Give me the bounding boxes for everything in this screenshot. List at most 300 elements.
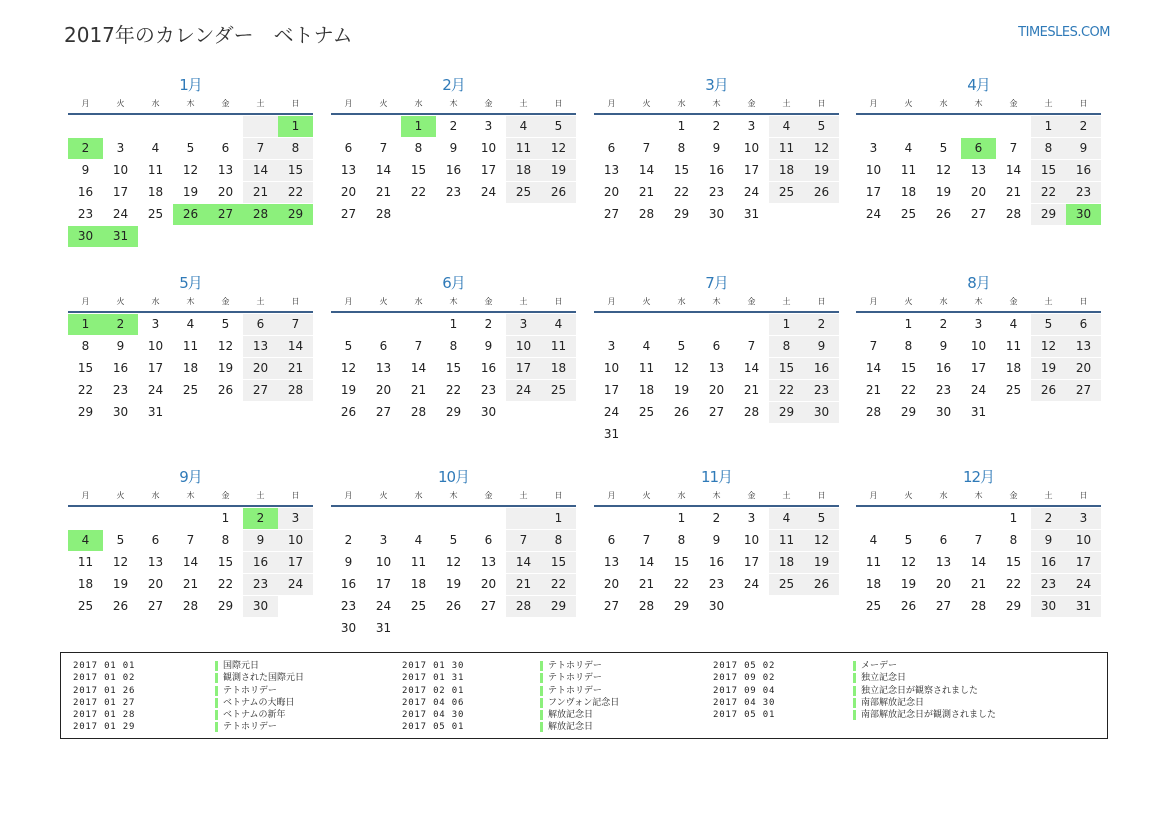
day-cell[interactable]: 13 [970, 163, 987, 177]
holiday-day-cell[interactable]: 4 [68, 530, 103, 551]
day-cell[interactable]: 8 [278, 138, 313, 159]
day-cell[interactable]: 5 [677, 339, 686, 353]
day-cell[interactable]: 29 [217, 599, 234, 613]
day-cell[interactable]: 18 [410, 577, 427, 591]
day-cell[interactable]: 10 [970, 339, 987, 353]
day-cell[interactable]: 18 [506, 160, 541, 181]
day-cell[interactable]: 11 [769, 530, 804, 551]
day-cell[interactable]: 27 [480, 599, 497, 613]
day-cell[interactable]: 18 [182, 361, 199, 375]
day-cell[interactable]: 4 [769, 508, 804, 529]
day-cell[interactable]: 25 [865, 599, 882, 613]
day-cell[interactable]: 21 [743, 383, 760, 397]
day-cell[interactable]: 20 [340, 185, 357, 199]
holiday-day-cell[interactable]: 30 [68, 226, 103, 247]
day-cell[interactable]: 12 [445, 555, 462, 569]
day-cell[interactable]: 11 [182, 339, 199, 353]
day-cell[interactable]: 18 [541, 358, 576, 379]
day-cell[interactable]: 21 [375, 185, 392, 199]
day-cell[interactable]: 23 [708, 185, 725, 199]
day-cell[interactable]: 1 [677, 119, 686, 133]
day-cell[interactable]: 3 [278, 508, 313, 529]
day-cell[interactable]: 14 [182, 555, 199, 569]
day-cell[interactable]: 11 [147, 163, 164, 177]
day-cell[interactable]: 15 [217, 555, 234, 569]
day-cell[interactable]: 13 [375, 361, 392, 375]
day-cell[interactable]: 27 [708, 405, 725, 419]
day-cell[interactable]: 17 [147, 361, 164, 375]
day-cell[interactable]: 25 [182, 383, 199, 397]
day-cell[interactable]: 9 [484, 339, 493, 353]
day-cell[interactable]: 2 [1066, 116, 1101, 137]
day-cell[interactable]: 8 [1009, 533, 1018, 547]
day-cell[interactable]: 25 [77, 599, 94, 613]
day-cell[interactable]: 23 [935, 383, 952, 397]
day-cell[interactable]: 12 [541, 138, 576, 159]
holiday-day-cell[interactable]: 27 [208, 204, 243, 225]
day-cell[interactable]: 3 [506, 314, 541, 335]
day-cell[interactable]: 14 [278, 336, 313, 357]
day-cell[interactable]: 26 [217, 383, 234, 397]
day-cell[interactable]: 27 [935, 599, 952, 613]
day-cell[interactable]: 17 [743, 163, 760, 177]
day-cell[interactable]: 4 [1009, 317, 1018, 331]
day-cell[interactable]: 26 [673, 405, 690, 419]
day-cell[interactable]: 8 [221, 533, 230, 547]
day-cell[interactable]: 22 [1005, 577, 1022, 591]
day-cell[interactable]: 8 [769, 336, 804, 357]
day-cell[interactable]: 9 [449, 141, 458, 155]
day-cell[interactable]: 30 [340, 621, 357, 635]
day-cell[interactable]: 1 [1009, 511, 1018, 525]
day-cell[interactable]: 16 [804, 358, 839, 379]
day-cell[interactable]: 25 [1005, 383, 1022, 397]
day-cell[interactable]: 19 [1031, 358, 1066, 379]
day-cell[interactable]: 1 [1031, 116, 1066, 137]
day-cell[interactable]: 16 [445, 163, 462, 177]
day-cell[interactable]: 17 [865, 185, 882, 199]
day-cell[interactable]: 19 [935, 185, 952, 199]
day-cell[interactable]: 11 [638, 361, 655, 375]
day-cell[interactable]: 14 [865, 361, 882, 375]
day-cell[interactable]: 21 [865, 383, 882, 397]
day-cell[interactable]: 14 [410, 361, 427, 375]
day-cell[interactable]: 28 [865, 405, 882, 419]
day-cell[interactable]: 21 [278, 358, 313, 379]
day-cell[interactable]: 31 [970, 405, 987, 419]
holiday-day-cell[interactable]: 1 [278, 116, 313, 137]
holiday-day-cell[interactable]: 30 [1066, 204, 1101, 225]
holiday-day-cell[interactable]: 2 [68, 138, 103, 159]
day-cell[interactable]: 3 [747, 511, 756, 525]
day-cell[interactable]: 7 [506, 530, 541, 551]
day-cell[interactable]: 6 [151, 533, 160, 547]
day-cell[interactable]: 7 [379, 141, 388, 155]
day-cell[interactable]: 28 [638, 599, 655, 613]
day-cell[interactable]: 21 [970, 577, 987, 591]
day-cell[interactable]: 2 [804, 314, 839, 335]
day-cell[interactable]: 17 [375, 577, 392, 591]
day-cell[interactable]: 24 [278, 574, 313, 595]
day-cell[interactable]: 19 [900, 577, 917, 591]
day-cell[interactable]: 14 [375, 163, 392, 177]
day-cell[interactable]: 30 [243, 596, 278, 617]
day-cell[interactable]: 1 [541, 508, 576, 529]
day-cell[interactable]: 15 [278, 160, 313, 181]
day-cell[interactable]: 1 [221, 511, 230, 525]
day-cell[interactable]: 6 [607, 533, 616, 547]
day-cell[interactable]: 3 [1066, 508, 1101, 529]
day-cell[interactable]: 16 [112, 361, 129, 375]
day-cell[interactable]: 30 [935, 405, 952, 419]
day-cell[interactable]: 7 [642, 533, 651, 547]
day-cell[interactable]: 19 [804, 160, 839, 181]
day-cell[interactable]: 4 [904, 141, 913, 155]
day-cell[interactable]: 15 [1031, 160, 1066, 181]
day-cell[interactable]: 25 [769, 574, 804, 595]
day-cell[interactable]: 18 [769, 160, 804, 181]
day-cell[interactable]: 26 [112, 599, 129, 613]
day-cell[interactable]: 10 [112, 163, 129, 177]
day-cell[interactable]: 28 [375, 207, 392, 221]
day-cell[interactable]: 9 [81, 163, 90, 177]
day-cell[interactable]: 26 [541, 182, 576, 203]
day-cell[interactable]: 7 [278, 314, 313, 335]
day-cell[interactable]: 2 [712, 119, 721, 133]
day-cell[interactable]: 31 [147, 405, 164, 419]
day-cell[interactable]: 8 [677, 533, 686, 547]
day-cell[interactable]: 17 [480, 163, 497, 177]
day-cell[interactable]: 8 [81, 339, 90, 353]
holiday-day-cell[interactable]: 28 [243, 204, 278, 225]
day-cell[interactable]: 15 [900, 361, 917, 375]
day-cell[interactable]: 16 [77, 185, 94, 199]
day-cell[interactable]: 24 [147, 383, 164, 397]
day-cell[interactable]: 14 [638, 555, 655, 569]
day-cell[interactable]: 16 [1031, 552, 1066, 573]
day-cell[interactable]: 21 [638, 185, 655, 199]
day-cell[interactable]: 14 [743, 361, 760, 375]
day-cell[interactable]: 1 [769, 314, 804, 335]
day-cell[interactable]: 23 [445, 185, 462, 199]
day-cell[interactable]: 23 [340, 599, 357, 613]
day-cell[interactable]: 15 [769, 358, 804, 379]
day-cell[interactable]: 12 [217, 339, 234, 353]
day-cell[interactable]: 6 [379, 339, 388, 353]
day-cell[interactable]: 9 [1031, 530, 1066, 551]
day-cell[interactable]: 16 [935, 361, 952, 375]
day-cell[interactable]: 29 [541, 596, 576, 617]
day-cell[interactable]: 23 [480, 383, 497, 397]
day-cell[interactable]: 6 [484, 533, 493, 547]
day-cell[interactable]: 5 [939, 141, 948, 155]
day-cell[interactable]: 22 [445, 383, 462, 397]
day-cell[interactable]: 22 [769, 380, 804, 401]
day-cell[interactable]: 8 [677, 141, 686, 155]
day-cell[interactable]: 24 [603, 405, 620, 419]
day-cell[interactable]: 21 [243, 182, 278, 203]
day-cell[interactable]: 26 [935, 207, 952, 221]
day-cell[interactable]: 14 [506, 552, 541, 573]
day-cell[interactable]: 10 [743, 533, 760, 547]
day-cell[interactable]: 14 [638, 163, 655, 177]
day-cell[interactable]: 29 [1031, 204, 1066, 225]
day-cell[interactable]: 7 [414, 339, 423, 353]
day-cell[interactable]: 3 [151, 317, 160, 331]
day-cell[interactable]: 11 [410, 555, 427, 569]
day-cell[interactable]: 10 [147, 339, 164, 353]
day-cell[interactable]: 13 [603, 163, 620, 177]
day-cell[interactable]: 8 [904, 339, 913, 353]
day-cell[interactable]: 10 [1066, 530, 1101, 551]
day-cell[interactable]: 14 [1005, 163, 1022, 177]
day-cell[interactable]: 27 [970, 207, 987, 221]
day-cell[interactable]: 14 [970, 555, 987, 569]
day-cell[interactable]: 11 [900, 163, 917, 177]
day-cell[interactable]: 2 [344, 533, 353, 547]
day-cell[interactable]: 23 [112, 383, 129, 397]
day-cell[interactable]: 2 [712, 511, 721, 525]
day-cell[interactable]: 22 [410, 185, 427, 199]
day-cell[interactable]: 8 [414, 141, 423, 155]
day-cell[interactable]: 27 [1066, 380, 1101, 401]
day-cell[interactable]: 22 [541, 574, 576, 595]
day-cell[interactable]: 11 [865, 555, 882, 569]
day-cell[interactable]: 24 [743, 185, 760, 199]
day-cell[interactable]: 6 [1066, 314, 1101, 335]
day-cell[interactable]: 26 [900, 599, 917, 613]
day-cell[interactable]: 25 [147, 207, 164, 221]
day-cell[interactable]: 5 [449, 533, 458, 547]
day-cell[interactable]: 20 [243, 358, 278, 379]
day-cell[interactable]: 13 [603, 555, 620, 569]
day-cell[interactable]: 5 [904, 533, 913, 547]
day-cell[interactable]: 24 [506, 380, 541, 401]
day-cell[interactable]: 18 [900, 185, 917, 199]
day-cell[interactable]: 12 [1031, 336, 1066, 357]
day-cell[interactable]: 25 [900, 207, 917, 221]
day-cell[interactable]: 24 [375, 599, 392, 613]
day-cell[interactable]: 26 [804, 574, 839, 595]
day-cell[interactable]: 9 [116, 339, 125, 353]
day-cell[interactable]: 12 [804, 530, 839, 551]
day-cell[interactable]: 10 [506, 336, 541, 357]
day-cell[interactable]: 17 [278, 552, 313, 573]
day-cell[interactable]: 13 [217, 163, 234, 177]
day-cell[interactable]: 5 [344, 339, 353, 353]
holiday-day-cell[interactable]: 1 [68, 314, 103, 335]
day-cell[interactable]: 23 [1066, 182, 1101, 203]
day-cell[interactable]: 11 [77, 555, 94, 569]
day-cell[interactable]: 28 [970, 599, 987, 613]
day-cell[interactable]: 22 [1031, 182, 1066, 203]
day-cell[interactable]: 11 [769, 138, 804, 159]
day-cell[interactable]: 3 [607, 339, 616, 353]
day-cell[interactable]: 13 [147, 555, 164, 569]
day-cell[interactable]: 19 [673, 383, 690, 397]
day-cell[interactable]: 1 [677, 511, 686, 525]
day-cell[interactable]: 12 [804, 138, 839, 159]
day-cell[interactable]: 24 [865, 207, 882, 221]
day-cell[interactable]: 16 [243, 552, 278, 573]
day-cell[interactable]: 10 [480, 141, 497, 155]
day-cell[interactable]: 23 [804, 380, 839, 401]
day-cell[interactable]: 11 [506, 138, 541, 159]
day-cell[interactable]: 6 [607, 141, 616, 155]
day-cell[interactable]: 24 [970, 383, 987, 397]
day-cell[interactable]: 13 [1066, 336, 1101, 357]
day-cell[interactable]: 16 [340, 577, 357, 591]
day-cell[interactable]: 4 [541, 314, 576, 335]
day-cell[interactable]: 4 [414, 533, 423, 547]
day-cell[interactable]: 31 [603, 427, 620, 441]
day-cell[interactable]: 29 [900, 405, 917, 419]
day-cell[interactable]: 6 [939, 533, 948, 547]
day-cell[interactable]: 26 [340, 405, 357, 419]
day-cell[interactable]: 2 [484, 317, 493, 331]
day-cell[interactable]: 23 [243, 574, 278, 595]
holiday-day-cell[interactable]: 29 [278, 204, 313, 225]
day-cell[interactable]: 29 [673, 207, 690, 221]
day-cell[interactable]: 7 [243, 138, 278, 159]
day-cell[interactable]: 12 [182, 163, 199, 177]
day-cell[interactable]: 25 [506, 182, 541, 203]
day-cell[interactable]: 21 [506, 574, 541, 595]
day-cell[interactable]: 5 [804, 508, 839, 529]
day-cell[interactable]: 25 [410, 599, 427, 613]
day-cell[interactable]: 3 [116, 141, 125, 155]
day-cell[interactable]: 13 [340, 163, 357, 177]
day-cell[interactable]: 2 [449, 119, 458, 133]
day-cell[interactable]: 19 [445, 577, 462, 591]
day-cell[interactable]: 1 [449, 317, 458, 331]
day-cell[interactable]: 6 [243, 314, 278, 335]
day-cell[interactable]: 28 [1005, 207, 1022, 221]
day-cell[interactable]: 22 [278, 182, 313, 203]
day-cell[interactable]: 18 [638, 383, 655, 397]
day-cell[interactable]: 17 [112, 185, 129, 199]
day-cell[interactable]: 7 [869, 339, 878, 353]
day-cell[interactable]: 31 [1066, 596, 1101, 617]
day-cell[interactable]: 15 [410, 163, 427, 177]
day-cell[interactable]: 27 [340, 207, 357, 221]
day-cell[interactable]: 22 [900, 383, 917, 397]
day-cell[interactable]: 20 [1066, 358, 1101, 379]
day-cell[interactable]: 15 [445, 361, 462, 375]
day-cell[interactable]: 29 [77, 405, 94, 419]
day-cell[interactable]: 11 [541, 336, 576, 357]
day-cell[interactable]: 10 [375, 555, 392, 569]
day-cell[interactable]: 28 [506, 596, 541, 617]
day-cell[interactable]: 4 [769, 116, 804, 137]
day-cell[interactable]: 9 [1066, 138, 1101, 159]
day-cell[interactable]: 17 [743, 555, 760, 569]
day-cell[interactable]: 7 [186, 533, 195, 547]
brand-logo[interactable]: TIMESLES.COM [1018, 25, 1110, 40]
day-cell[interactable]: 31 [743, 207, 760, 221]
day-cell[interactable]: 5 [116, 533, 125, 547]
day-cell[interactable]: 24 [112, 207, 129, 221]
day-cell[interactable]: 21 [1005, 185, 1022, 199]
day-cell[interactable]: 17 [1066, 552, 1101, 573]
day-cell[interactable]: 7 [747, 339, 756, 353]
day-cell[interactable]: 3 [869, 141, 878, 155]
day-cell[interactable]: 19 [217, 361, 234, 375]
day-cell[interactable]: 19 [182, 185, 199, 199]
day-cell[interactable]: 18 [1005, 361, 1022, 375]
day-cell[interactable]: 13 [480, 555, 497, 569]
holiday-day-cell[interactable]: 26 [173, 204, 208, 225]
day-cell[interactable]: 20 [375, 383, 392, 397]
day-cell[interactable]: 4 [506, 116, 541, 137]
day-cell[interactable]: 20 [603, 577, 620, 591]
day-cell[interactable]: 22 [673, 185, 690, 199]
day-cell[interactable]: 6 [712, 339, 721, 353]
day-cell[interactable]: 30 [708, 207, 725, 221]
day-cell[interactable]: 13 [935, 555, 952, 569]
day-cell[interactable]: 2 [939, 317, 948, 331]
day-cell[interactable]: 22 [77, 383, 94, 397]
day-cell[interactable]: 23 [708, 577, 725, 591]
day-cell[interactable]: 5 [221, 317, 230, 331]
holiday-day-cell[interactable]: 1 [401, 116, 436, 137]
day-cell[interactable]: 28 [278, 380, 313, 401]
day-cell[interactable]: 27 [243, 380, 278, 401]
day-cell[interactable]: 21 [410, 383, 427, 397]
day-cell[interactable]: 28 [638, 207, 655, 221]
day-cell[interactable]: 17 [603, 383, 620, 397]
day-cell[interactable]: 12 [112, 555, 129, 569]
day-cell[interactable]: 5 [1031, 314, 1066, 335]
day-cell[interactable]: 22 [673, 577, 690, 591]
day-cell[interactable]: 12 [340, 361, 357, 375]
day-cell[interactable]: 3 [974, 317, 983, 331]
day-cell[interactable]: 12 [935, 163, 952, 177]
day-cell[interactable]: 9 [804, 336, 839, 357]
day-cell[interactable]: 19 [112, 577, 129, 591]
day-cell[interactable]: 8 [541, 530, 576, 551]
day-cell[interactable]: 10 [603, 361, 620, 375]
day-cell[interactable]: 12 [673, 361, 690, 375]
day-cell[interactable]: 20 [480, 577, 497, 591]
day-cell[interactable]: 30 [112, 405, 129, 419]
day-cell[interactable]: 10 [743, 141, 760, 155]
day-cell[interactable]: 20 [935, 577, 952, 591]
day-cell[interactable]: 25 [769, 182, 804, 203]
day-cell[interactable]: 27 [147, 599, 164, 613]
day-cell[interactable]: 30 [804, 402, 839, 423]
day-cell[interactable]: 29 [769, 402, 804, 423]
day-cell[interactable]: 20 [147, 577, 164, 591]
day-cell[interactable]: 26 [1031, 380, 1066, 401]
day-cell[interactable]: 7 [974, 533, 983, 547]
day-cell[interactable]: 1 [904, 317, 913, 331]
day-cell[interactable]: 25 [541, 380, 576, 401]
day-cell[interactable]: 22 [217, 577, 234, 591]
day-cell[interactable]: 13 [708, 361, 725, 375]
day-cell[interactable]: 26 [445, 599, 462, 613]
day-cell[interactable]: 15 [673, 163, 690, 177]
day-cell[interactable]: 18 [769, 552, 804, 573]
day-cell[interactable]: 16 [480, 361, 497, 375]
day-cell[interactable]: 19 [541, 160, 576, 181]
day-cell[interactable]: 4 [151, 141, 160, 155]
day-cell[interactable]: 15 [1005, 555, 1022, 569]
day-cell[interactable]: 8 [449, 339, 458, 353]
day-cell[interactable]: 21 [638, 577, 655, 591]
day-cell[interactable]: 4 [186, 317, 195, 331]
day-cell[interactable]: 16 [708, 163, 725, 177]
